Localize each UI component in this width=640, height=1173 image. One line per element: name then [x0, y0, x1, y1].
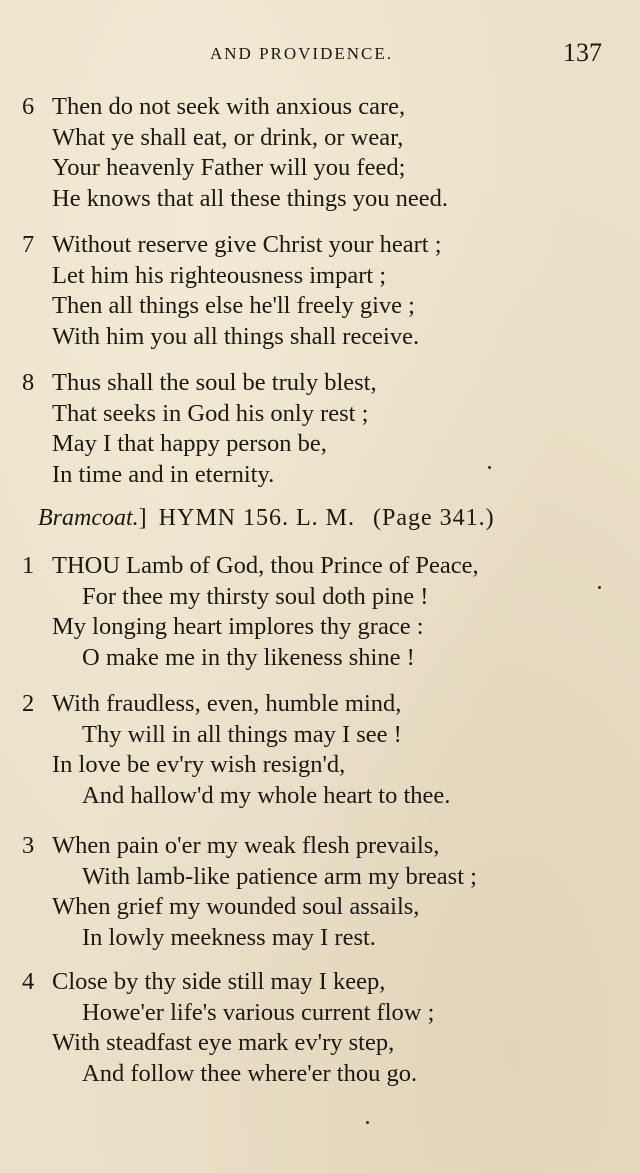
verse-line: In love be ev'ry wish resign'd, — [52, 751, 346, 778]
verse-line: Your heavenly Father will you feed; — [52, 154, 406, 181]
verse-line: 1 THOU Lamb of God, thou Prince of Peace, — [22, 551, 479, 582]
verse-line: With him you all things shall receive. — [52, 322, 420, 350]
verse-line: Thy will in all things may I see ! — [82, 720, 402, 748]
verse-number: 6 — [22, 93, 35, 120]
page-reference: (Page 341.) — [373, 505, 495, 531]
verse-line: My longing heart implores thy grace : — [52, 613, 424, 640]
running-head: AND PROVIDENCE. — [210, 44, 393, 63]
tune-name: Bramcoat. — [38, 505, 139, 531]
page-number: 137 — [563, 38, 602, 67]
hymn-verse-4 — [22, 967, 434, 1089]
hymn-heading — [38, 505, 495, 532]
verse-line: 7 Without reserve give Christ your heart ; — [22, 230, 442, 261]
hymn-verse-1 — [22, 551, 479, 673]
verse-number: 1 — [22, 552, 35, 579]
heading-bracket: ] — [138, 505, 147, 531]
verse-line: 8 Thus shall the soul be truly blest, — [22, 368, 377, 399]
verse-number: 8 — [22, 369, 35, 396]
verse-line: When grief my wounded soul assails, — [52, 893, 420, 920]
hymn-verse-3 — [22, 831, 477, 953]
verse-line: Let him his righteousness impart ; — [52, 261, 387, 289]
verse-line: In time and in eternity. — [52, 460, 275, 488]
verse-line: What ye shall eat, or drink, or wear, — [52, 123, 404, 151]
verse-line: Then all things else he'll freely give ; — [52, 292, 415, 319]
hymn-verse-2 — [22, 689, 450, 811]
verse-line: 4 Close by thy side still may I keep, — [22, 967, 434, 998]
print-speck — [366, 1121, 369, 1124]
verse-6 — [22, 92, 448, 214]
verse-number: 2 — [22, 690, 35, 717]
verse-line: 2 With fraudless, even, humble mind, — [22, 689, 450, 720]
verse-line: And follow thee where'er thou go. — [82, 1059, 418, 1087]
verse-7 — [22, 230, 442, 352]
verse-number: 3 — [22, 832, 35, 859]
verse-line: He knows that all these things you need. — [52, 184, 449, 212]
print-speck — [598, 586, 601, 589]
verse-line: 6 Then do not seek with anxious care, — [22, 92, 448, 123]
verse-line: O make me in thy likeness shine ! — [82, 643, 415, 671]
verse-line: In lowly meekness may I rest. — [82, 923, 376, 951]
verse-8 — [22, 368, 377, 490]
hymn-title: HYMN 156. L. M. — [158, 505, 355, 531]
verse-line: And hallow'd my whole heart to thee. — [82, 781, 451, 809]
verse-line: May I that happy person be, — [52, 430, 327, 457]
verse-line: 3 When pain o'er my weak flesh prevails, — [22, 831, 477, 862]
verse-line: For thee my thirsty soul doth pine ! — [82, 582, 429, 610]
verse-line: With lamb-like patience arm my breast ; — [82, 862, 477, 890]
verse-number: 7 — [22, 231, 35, 258]
verse-line: Howe'er life's various current flow ; — [82, 998, 435, 1026]
verse-line: With steadfast eye mark ev'ry step, — [52, 1029, 395, 1056]
verse-line: That seeks in God his only rest ; — [52, 399, 369, 427]
verse-number: 4 — [22, 968, 35, 995]
print-speck — [488, 466, 491, 469]
